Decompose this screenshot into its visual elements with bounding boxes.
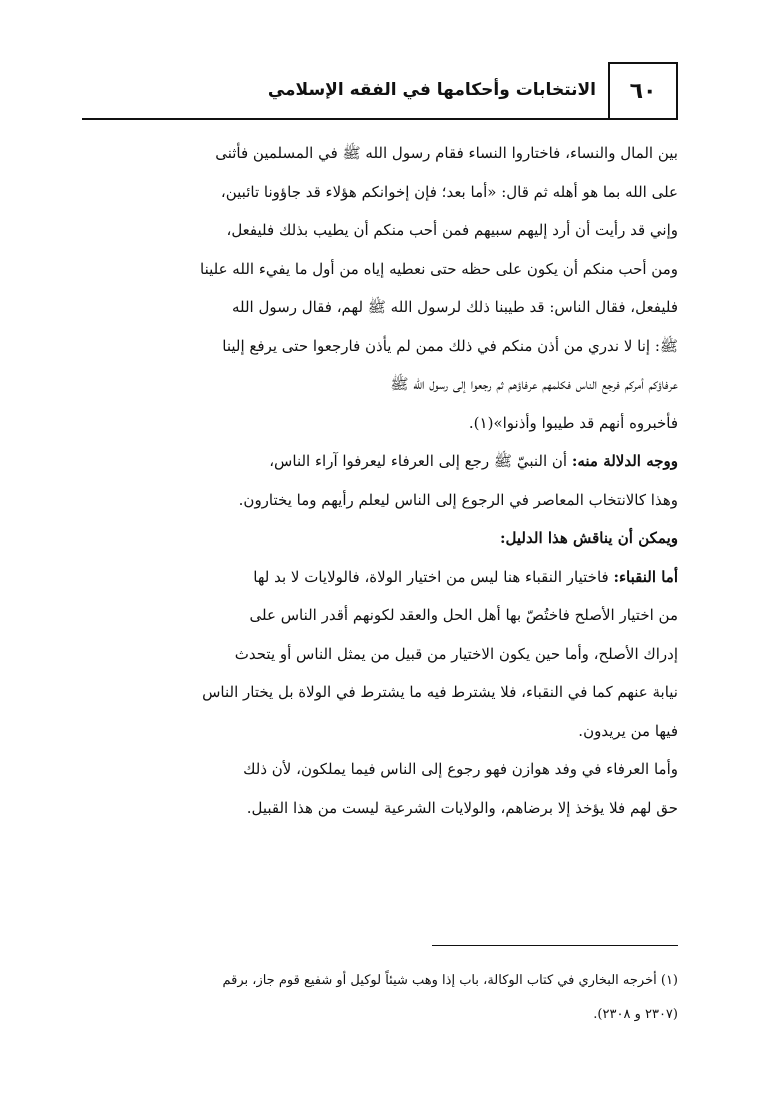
body-line: فيها من يريدون. xyxy=(578,721,678,740)
body-line: وأما العرفاء في وفد هوازن فهو رجوع إلى الناس فيما يملكون، لأن ذلك xyxy=(243,760,678,778)
footnote-rule xyxy=(432,945,678,946)
page-header xyxy=(82,62,678,118)
evidence-text: أن النبيّ ﷺ رجع إلى العرفاء ليعرفوا آراء الناس، xyxy=(269,452,572,470)
running-title: الانتخابات وأحكامها في الفقه الإسلامي xyxy=(267,80,596,100)
footnote xyxy=(82,964,678,1032)
nuqaba-lead: أما النقباء: xyxy=(613,567,678,586)
body-line: ومن أحب منكم أن يكون على حظه حتى نعطيه إياه من أول ما يفيء الله علينا xyxy=(200,259,678,278)
evidence-lead: ووجه الدلالة منه: xyxy=(571,452,678,470)
body-line: إدراك الأصلح، وأما حين يكون الاختيار من قبيل من يمثل الناس أو يتحدث xyxy=(234,644,678,663)
body-line: حق لهم فلا يؤخذ إلا برضاهم، والولايات الشرعية ليست من هذا القبيل. xyxy=(246,798,678,817)
footnote-line: (٢٣٠٧ و ٢٣٠٨). xyxy=(593,1007,678,1022)
body-line: من اختيار الأصلح فاختُصّ بها أهل الحل والعقد لكونهم أقدر الناس على xyxy=(249,606,678,624)
body-line: وإني قد رأيت أن أرد إليهم سبيهم فمن أحب منكم أن يطيب بذلك فليفعل، xyxy=(226,221,678,239)
body-line: على الله بما هو أهله ثم قال: «أما بعد؛ فإن إخوانكم هؤلاء قد جاؤونا تائبين، xyxy=(220,182,678,201)
body-line: بين المال والنساء، فاختاروا النساء فقام رسول الله ﷺ في المسلمين فأثنى xyxy=(215,144,678,162)
footnote-line: (١) أخرجه البخاري في كتاب الوكالة، باب إذا وهب شيئاً لوكيل أو شفيع قوم جاز، برقم xyxy=(222,973,678,988)
nuqaba-text: فاختيار النقباء هنا ليس من اختيار الولاة، فالولايات لا بد لها xyxy=(253,567,614,586)
discussion-heading: ويمكن أن يناقش هذا الدليل: xyxy=(500,529,678,547)
page-number: ٦٠ xyxy=(608,62,678,118)
evidence-paragraph xyxy=(82,442,678,481)
body-text xyxy=(82,134,678,827)
body-line: وهذا كالانتخاب المعاصر في الرجوع إلى الناس ليعلم رأيهم وما يختارون. xyxy=(238,490,678,509)
body-line: فأخبروه أنهم قد طيبوا وأذنوا»(١). xyxy=(468,413,678,432)
body-line: فليفعل، فقال الناس: قد طيبنا ذلك لرسول الله ﷺ لهم، فقال رسول الله xyxy=(231,298,678,316)
header-rule xyxy=(82,118,678,120)
body-line: نيابة عنهم كما في النقباء، فلا يشترط فيه ما يشترط في الولاة بل يختار الناس xyxy=(202,683,678,701)
body-line: عرفاؤكم أمركم فرجع الناس فكلمهم عرفاؤهم ثم رجعوا إلى رسول الله ﷺ xyxy=(390,375,678,393)
nuqaba-paragraph xyxy=(82,558,678,597)
body-line: ﷺ: إنا لا ندري من أذن منكم في ذلك ممن لم يأذن فارجعوا حتى يرفع إلينا xyxy=(222,336,678,355)
